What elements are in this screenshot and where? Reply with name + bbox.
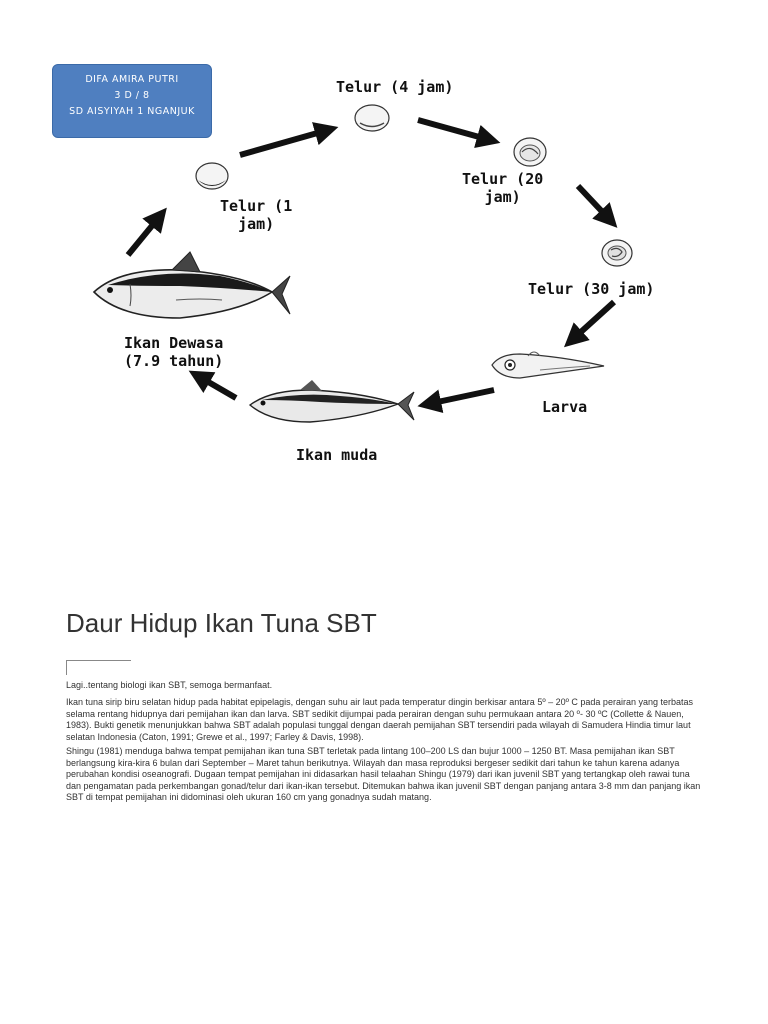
label-juvenile: Ikan muda	[296, 446, 378, 464]
arrow-egg20h-to-egg30h	[578, 186, 610, 220]
student-class: 3 D / 8	[114, 90, 150, 101]
arrow-egg4h-to-egg20h	[418, 120, 490, 140]
title-divider	[66, 660, 131, 675]
egg-20h-icon	[514, 138, 546, 166]
student-name-box	[52, 64, 212, 138]
label-egg-30h: Telur (30 jam)	[528, 280, 655, 298]
egg-4h-icon	[355, 105, 389, 131]
larva-icon	[492, 352, 604, 378]
article-paragraph-2: Shingu (1981) menduga bahwa tempat pemijahan ikan tuna SBT terletak pada lintang 100–200 LS dan bujur 1000 – 1250 BT. Masa pemijahan ikan SBT berlangsung kira-kira 6 bulan dari September – Maret tahun berikutnya. Wilayah dan masa reproduksi bergeser sedikit dari tahun ke tahun karena adanya perubahan kondisi oseanografi. Dugaan tempat pemijahan ini didasarkan hasil telaahan Shingu (1979) dari ikan juvenil SBT yang tertangkap oleh rawai tuna dan pengamatan pada perkembangan gonad/telur dari ikan-ikan tersebut. Ditemukan bahwa ikan juvenil SBT dengan panjang antara 3-8 mm dan panjang ikan SBT di tempat pemijahan ini didominasi oleh ukuran 160 cm yang gonadnya sudah matang.	[66, 746, 701, 802]
juvenile-fish-icon	[250, 380, 414, 422]
label-egg-20h-line2: jam)	[484, 188, 521, 206]
egg-1h-icon	[196, 163, 228, 189]
arrow-juvenile-to-adult	[198, 376, 236, 398]
label-adult	[124, 334, 223, 370]
label-adult-line1: Ikan Dewasa	[124, 334, 224, 352]
label-egg-20h	[462, 170, 543, 206]
arrow-larva-to-juvenile	[428, 390, 494, 404]
article-paragraph-1: Ikan tuna sirip biru selatan hidup pada habitat epipelagis, dengan suhu air laut pada temperatur dingin berkisar antara 5º – 20º C pada perairan yang terbatas selama rentang hidupnya dari pemijahan ikan dan larva. SBT sedikit dijumpai pada perairan dengan suhu permukaan antara 20 º- 30 ºC (Collette & Nauen, 1983). Bukti genetik menunjukkan bahwa SBT adalah populasi tunggal dengan daerah pemijahan SBT tersendiri pada wilayah di Samudera Hindia timur laut selatan Indonesia (Caton, 1991; Grewe et al., 1997; Farley & Davis, 1998).	[66, 697, 693, 742]
arrow-adult-to-egg1h	[128, 216, 160, 255]
label-egg-1h-line2: jam)	[238, 215, 275, 233]
adult-fish-icon	[94, 252, 290, 318]
label-egg-1h	[220, 197, 292, 233]
arrow-egg30h-to-larva	[572, 302, 614, 340]
article-intro: Lagi..tentang biologi ikan SBT, semoga bermanfaat.	[66, 680, 273, 690]
label-larva: Larva	[542, 398, 588, 416]
egg-30h-icon	[602, 240, 632, 266]
label-egg-4h: Telur (4 jam)	[336, 78, 454, 96]
arrow-egg1h-to-egg4h	[240, 130, 328, 155]
student-name: DIFA AMIRA PUTRI	[85, 74, 179, 85]
label-egg-1h-line1: Telur (1	[220, 197, 293, 215]
student-school: SD AISYIYAH 1 NGANJUK	[69, 106, 195, 117]
label-adult-line2: (7.9 tahun)	[124, 352, 224, 370]
article-title: Daur Hidup Ikan Tuna SBT	[66, 608, 377, 638]
label-egg-20h-line1: Telur (20	[462, 170, 544, 188]
